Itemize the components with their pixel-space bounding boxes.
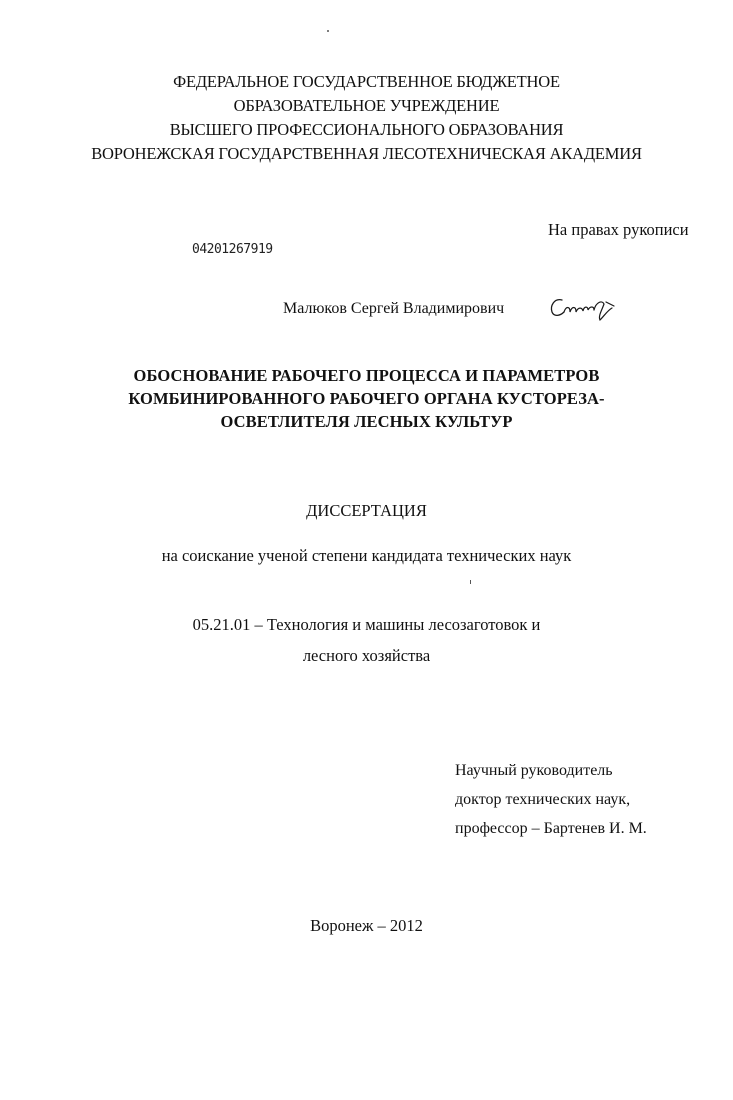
institution-header <box>0 70 733 166</box>
registration-stamp-number: 04201267919 <box>192 242 273 257</box>
city-year: Воронеж – 2012 <box>310 916 423 935</box>
advisor-degree: доктор технических наук, <box>455 791 631 808</box>
scan-speck <box>470 580 471 584</box>
title-line-3: ОСВЕТЛИТЕЛЯ ЛЕСНЫХ КУЛЬТУР <box>220 412 513 431</box>
specialty-line-2: лесного хозяйства <box>302 646 431 665</box>
institution-line-1: ФЕДЕРАЛЬНОЕ ГОСУДАРСТВЕННОЕ БЮДЖЕТНОЕ <box>173 72 560 91</box>
document-type: ДИССЕРТАЦИЯ <box>306 501 427 520</box>
title-line-1: ОБОСНОВАНИЕ РАБОЧЕГО ПРОЦЕССА И ПАРАМЕТРОВ <box>133 366 600 385</box>
scan-speck <box>327 30 329 32</box>
specialty-line-1: 05.21.01 – Технология и машины лесозаготовок и <box>192 615 541 634</box>
degree-statement: на соискание ученой степени кандидата технических наук <box>161 546 572 565</box>
advisor-name: профессор – Бартенев И. М. <box>455 820 647 837</box>
institution-line-3: ВЫСШЕГО ПРОФЕССИОНАЛЬНОГО ОБРАЗОВАНИЯ <box>169 120 564 139</box>
author-signature <box>548 292 620 324</box>
manuscript-rights-notice: На правах рукописи <box>548 220 689 239</box>
institution-line-4: ВОРОНЕЖСКАЯ ГОСУДАРСТВЕННАЯ ЛЕСОТЕХНИЧЕСКАЯ АКАДЕМИЯ <box>91 144 642 163</box>
advisor-role: Научный руководитель <box>455 762 613 779</box>
institution-line-2: ОБРАЗОВАТЕЛЬНОЕ УЧРЕЖДЕНИЕ <box>233 96 500 115</box>
title-line-2: КОМБИНИРОВАННОГО РАБОЧЕГО ОРГАНА КУСТОРЕЗА- <box>128 389 605 408</box>
dissertation-title <box>0 364 733 433</box>
author-name: Малюков Сергей Владимирович <box>283 300 505 317</box>
